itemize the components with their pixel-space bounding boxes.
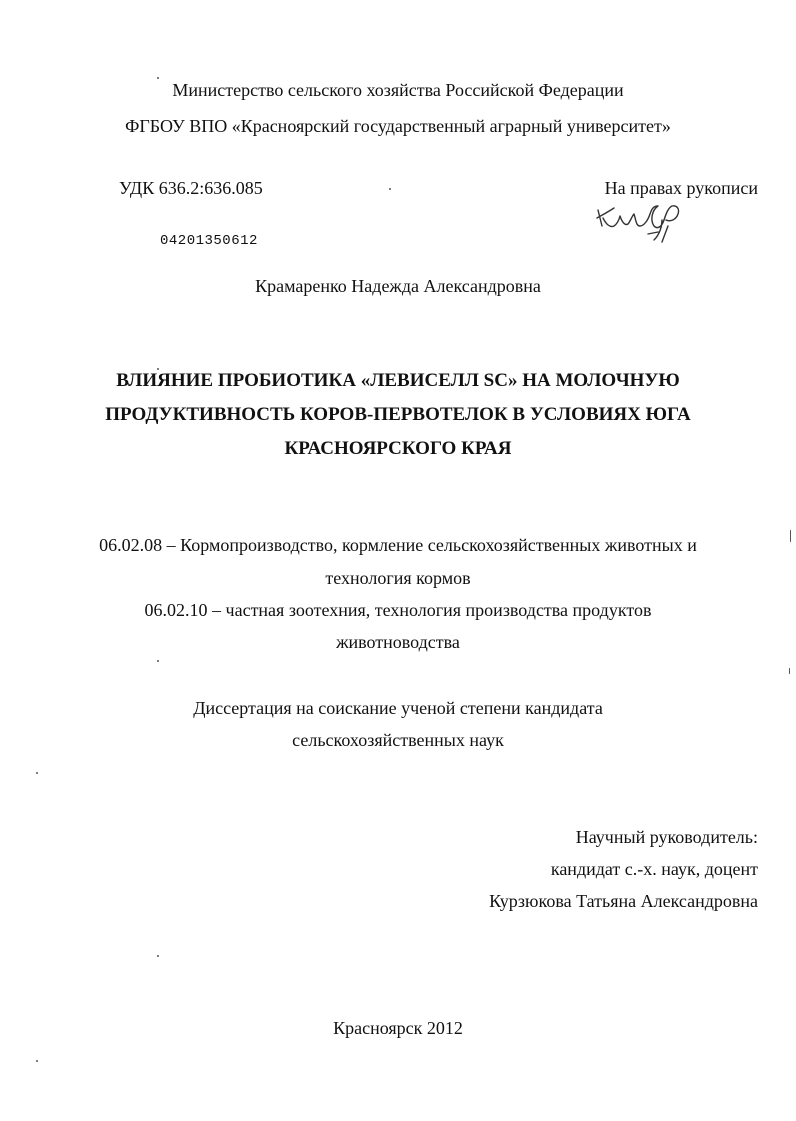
scan-speck bbox=[789, 668, 790, 674]
scan-speck bbox=[157, 660, 159, 662]
signature-image bbox=[592, 196, 688, 244]
ministry-line: Министерство сельского хозяйства Российской Федерации bbox=[172, 80, 624, 100]
dissertation-line-1: Диссертация на соискание ученой степени кандидата bbox=[193, 698, 603, 718]
author-name: Крамаренко Надежда Александровна bbox=[255, 276, 541, 296]
title-line-2: ПРОДУКТИВНОСТЬ КОРОВ-ПЕРВОТЕЛОК В УСЛОВИЯХ ЮГА bbox=[105, 404, 691, 425]
specialty-line-1: 06.02.08 – Кормопроизводство, кормление сельскохозяйственных животных и bbox=[99, 535, 697, 555]
scan-speck bbox=[36, 1060, 38, 1062]
manuscript-note: На правах рукописи bbox=[604, 178, 758, 198]
scan-speck bbox=[790, 530, 791, 542]
specialty-line-4: животноводства bbox=[336, 632, 460, 652]
scan-speck bbox=[36, 772, 38, 774]
scan-speck bbox=[157, 368, 159, 370]
udk-code: УДК 636.2:636.085 bbox=[119, 178, 263, 198]
supervisor-degree: кандидат с.-х. наук, доцент bbox=[550, 859, 758, 879]
scan-speck bbox=[157, 955, 159, 957]
catalog-number: 04201350612 bbox=[160, 233, 258, 249]
scan-speck bbox=[389, 188, 391, 190]
place-year: Красноярск 2012 bbox=[333, 1018, 463, 1038]
title-line-1: ВЛИЯНИЕ ПРОБИОТИКА «ЛЕВИСЕЛЛ SC» НА МОЛОЧНУЮ bbox=[116, 370, 680, 391]
dissertation-line-2: сельскохозяйственных наук bbox=[292, 730, 504, 750]
specialty-line-3: 06.02.10 – частная зоотехния, технология производства продуктов bbox=[144, 600, 652, 620]
title-line-3: КРАСНОЯРСКОГО КРАЯ bbox=[284, 438, 512, 459]
university-line: ФГБОУ ВПО «Красноярский государственный аграрный университет» bbox=[125, 116, 671, 136]
supervisor-heading: Научный руководитель: bbox=[575, 827, 758, 847]
specialty-line-2: технология кормов bbox=[325, 568, 471, 588]
scan-speck bbox=[157, 77, 159, 79]
supervisor-name: Курзюкова Татьяна Александровна bbox=[489, 891, 758, 911]
